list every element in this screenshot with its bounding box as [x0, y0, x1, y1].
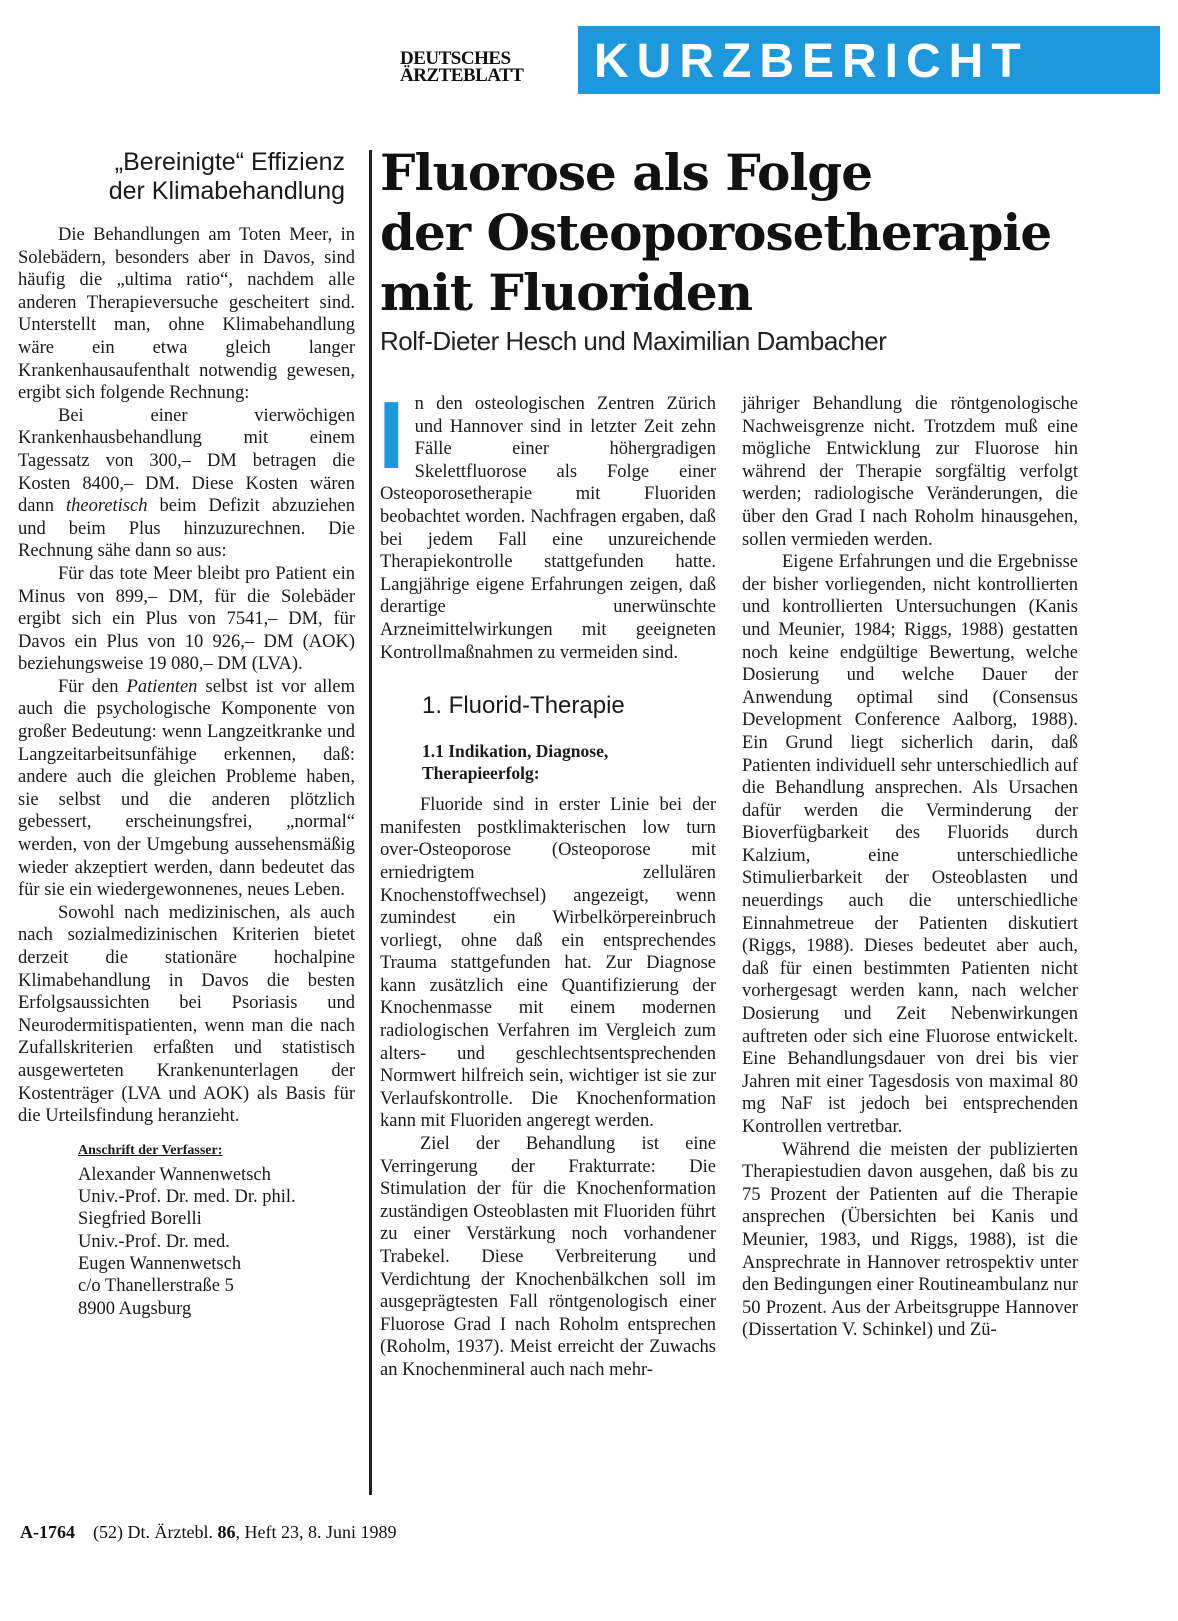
subsection-heading: [422, 740, 716, 784]
address-line: Eugen Wannenwetsch: [78, 1253, 242, 1274]
article-paragraph: Während die meisten der publizierten Therapiestudien davon ausgehen, daß bis zu 75 Prozent der Patienten auf die Therapie ansprechen (Übersichten bei Kanis und Meunier, 1983, und Riggs, 1988), ist die Ansprechrate in Hannover retrospektiv unter den Bedingungen einer Routineambulanz nur 50 Prozent. Aus der Arbeitsgruppe Hannover (Dissertation V. Schinkel) und Zü-: [742, 1139, 1078, 1341]
article-paragraph: Fluoride sind in erster Linie bei der manifesten postklimakterischen low turn over-Osteoporose (Osteoporose mit erniedrigtem zellulären Knochenstoffwechsel) angezeigt, wenn zumindest ein Wirbelkörpereinbruch vorliegt, ohne daß ein entsprechendes Trauma stattgefunden hat. Zur Diagnose kann zusätzlich eine Quantifizierung der Knochenmasse mit einem modernen radiologischen Verfahren im Vergleich zum alters- und geschlechtsentsprechenden Normwert hilfreich sein, wichtiger ist sie zur Verlaufskontrolle. Die Knochenformation kann mit Fluoriden angeregt werden.: [380, 795, 716, 1132]
sidebar-emphasis: Patienten: [126, 676, 198, 697]
page-footer: [20, 1522, 396, 1543]
address-line: 8900 Augsburg: [78, 1298, 192, 1319]
address-line: c/o Thanellerstraße 5: [78, 1276, 234, 1297]
sidebar-title: [18, 148, 345, 206]
subsection-line-1: 1.1 Indikation, Diagnose,: [422, 741, 609, 762]
address-heading: Anschrift der Verfasser:: [78, 1142, 223, 1158]
citation-volume: 86: [217, 1522, 236, 1542]
article-paragraph: jähriger Behandlung die röntgenologische Nachweisgrenze nicht. Trotzdem muß eine mögliche Entwicklung zur Fluorose hin während der Therapie sorgfältig verfolgt werden; radiologische Veränderungen, die über den Grad I nach Roholm hinausgehen, sollen vermieden werden.: [742, 394, 1078, 550]
logo-line-2: ÄRZTEBLATT: [400, 65, 524, 86]
article-paragraph: Ziel der Behandlung ist eine Verringerung der Frakturrate: Die Stimulation der für die Knochenformation zuständigen Osteoblasten mit Fluoriden führt zu einer Verstärkung noch vorhandener Trabekel. Diese Verbreiterung und Verdichtung der Knochenbälkchen soll im ausgeprägtesten Fall röntgenologisch einer Fluorose Grad I nach Roholm entsprechen (Roholm, 1937). Meist erreicht der Zuwachs an Knochenmineral auch nach mehr-: [380, 1134, 716, 1380]
article-column-right: [742, 393, 1078, 1342]
sidebar-paragraph: [18, 405, 355, 563]
article-title: [380, 143, 1150, 323]
address-line: Univ.-Prof. Dr. med.: [78, 1231, 230, 1252]
section-banner: [578, 26, 1160, 94]
page-id: A-1764: [20, 1522, 75, 1542]
sidebar-emphasis: theoretisch: [65, 496, 148, 517]
sidebar-title-line-2: der Klimabehandlung: [108, 177, 345, 205]
sidebar-article: [18, 148, 355, 1320]
subsection-line-2: Therapieerfolg:: [422, 763, 540, 784]
address-line: Univ.-Prof. Dr. med. Dr. phil.: [78, 1187, 296, 1208]
address-line: Siegfried Borelli: [78, 1209, 202, 1230]
sidebar-text: Bei einer vierwöchigen Krankenhausbehandlung mit einem Tagessatz von 300,– DM betragen die Kosten 8400,– DM. Diese Kosten wären dann: [18, 405, 355, 517]
column-divider: [369, 150, 372, 1495]
title-line-3: mit Fluoriden: [380, 263, 753, 322]
sidebar-text: Für den: [58, 676, 119, 697]
article-column-middle: [378, 382, 716, 1382]
sidebar-text: beim Defizit abzuziehen und beim Plus hinzuzurechnen. Die Rechnung sähe dann so aus:: [18, 496, 356, 562]
journal-logo: [400, 50, 523, 84]
section-label: KURZBERICHT: [594, 35, 1029, 88]
intro-paragraph: [378, 382, 716, 664]
section-heading: 1. Fluorid-Therapie: [422, 692, 625, 720]
sidebar-paragraph: [18, 676, 355, 902]
intro-text: n den osteologischen Zentren Zürich und Hannover sind in letzter Zeit zehn Fälle einer höhergradigen Skelettfluorose als Folge einer Osteoporosetherapie mit Fluoriden beobachtet worden. Nachfragen ergaben, daß bei jedem Fall eine unzureichende Therapiekontrolle stattgefunden hatte. Langjährige eigene Erfahrungen zeigen, daß derartige unerwünschte Arzneimittelwirkungen mit geeigneten Kontrollmaßnahmen zu vermeiden sind.: [380, 394, 716, 663]
sidebar-text: selbst ist vor allem auch die psychologische Komponente von großer Bedeutung: wenn Langzeitkranke und Langzeitarbeitsunfähige erkennen, daß: andere auch die gleichen Probleme haben, sie selbst und die anderen plötzlich gebessert, erscheinungsfrei, „normal“ werden, von der Umgebung aussehensmäßig wieder akzeptiert werden, dann bedeutet das für sie ein wiedergewonnenes, neues Leben.: [18, 676, 356, 901]
article-authors: Rolf-Dieter Hesch und Maximilian Dambacher: [380, 326, 887, 356]
sidebar-title-line-1: „Bereinigte“ Effizienz: [114, 148, 345, 176]
title-line-1: Fluorose als Folge: [380, 143, 873, 202]
title-line-2: der Osteoporosetherapie: [380, 203, 1052, 262]
logo-line-1: DEUTSCHES: [400, 48, 511, 69]
sidebar-paragraph: Für das tote Meer bleibt pro Patient ein Minus von 899,– DM, für die Solebäder ergibt sich ein Plus von 7541,– DM, für Davos ein Plus von 10 926,– DM (AOK) beziehungsweise 19 080,– DM (LVA).: [18, 563, 355, 675]
article-paragraph: Eigene Erfahrungen und die Ergebnisse der bisher vorliegenden, nicht kontrollierten und kontrollierten Untersuchungen (Kanis und Meunier, 1984; Riggs, 1988) gestatten noch keine endgültige Bewertung, welche Dosierung und welche Dauer der Anwendung optimal sind (Consensus Development Conference Aalborg, 1988). Ein Grund liegt sicherlich darin, daß Patienten individuell sehr unterschiedlich auf die Behandlung ansprechen. Als Ursachen dafür werden die Verminderung der Bioverfügbarkeit des Fluorids durch Kalzium, eine unterschiedliche Stimulierbarkeit der Osteoblasten und neuerdings auch die unterschiedliche Einnahmetreue der Patienten diskutiert (Riggs, 1988). Dieses bedeutet aber auch, daß für einen bestimmten Patienten nicht vorhergesagt werden kann, nach welcher Dosierung und Zeit Nebenwirkungen auftreten oder sich eine Fluorose entwickelt. Eine Behandlungsdauer von drei bis vier Jahren mit einer Tagesdosis von maximal 80 mg NaF ist jedoch bei entsprechenden Kontrollen vertretbar.: [742, 552, 1078, 1137]
address-line: Alexander Wannenwetsch: [78, 1164, 271, 1185]
sidebar-paragraph: Sowohl nach medizinischen, als auch nach sozialmedizinischen Kriterien bietet derzeit die stationäre hochalpine Klimabehandlung in Davos die besten Erfolgsaussichten bei Psoriasis und Neurodermitispatienten, wenn man die nach Zufallskriterien erfaßten und statistisch ausgewerteten Krankenunterlagen der Kostenträger (LVA und AOK) als Basis für die Urteilsfindung heranzieht.: [18, 902, 355, 1127]
sidebar-paragraph: Die Behandlungen am Toten Meer, in Solebädern, besonders aber in Davos, sind häufig die „ultima ratio“, nachdem alle anderen Therapieversuche gescheitert sind. Unterstellt man, ohne Klimabehandlung wäre ein etwa gleich langer Krankenhausaufenthalt notwendig gewesen, ergibt sich folgende Rechnung:: [18, 225, 355, 404]
author-address: [78, 1142, 355, 1320]
drop-cap: I: [378, 382, 405, 489]
citation-end: , Heft 23, 8. Juni 1989: [235, 1522, 397, 1542]
citation-start: (52) Dt. Ärztebl.: [93, 1522, 213, 1542]
